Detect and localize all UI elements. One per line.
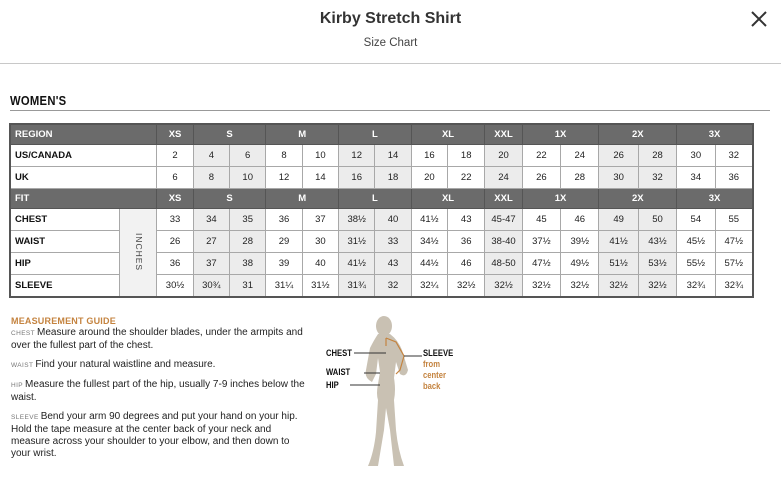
size-header: L [339, 189, 412, 209]
table-row [11, 145, 753, 167]
table-cell: 32¾ [677, 275, 715, 297]
modal-header [0, 0, 781, 64]
table-cell: 32 [638, 167, 676, 189]
table-cell: 54 [677, 209, 715, 231]
table-cell: 30½ [157, 275, 193, 297]
row-label: WAIST [11, 231, 120, 253]
table-cell: 32¼ [411, 275, 447, 297]
size-header: S [193, 125, 266, 145]
table-cell: 12 [266, 167, 302, 189]
size-header: S [193, 189, 266, 209]
guide-item-text: Measure the fullest part of the hip, usually 7-9 inches below the waist. [11, 379, 305, 403]
size-header: M [266, 125, 339, 145]
table-cell: 20 [411, 167, 447, 189]
size-header: XS [157, 125, 193, 145]
size-header: 3X [677, 125, 753, 145]
guide-item-text: Find your natural waistline and measure. [35, 359, 216, 370]
table-cell: 31½ [339, 231, 375, 253]
table-cell: 2 [157, 145, 193, 167]
table-cell: 43 [448, 209, 485, 231]
table-cell: 43½ [638, 231, 676, 253]
guide-heading: MEASUREMENT GUIDE [11, 316, 116, 326]
table-cell: 39½ [561, 231, 599, 253]
figure-waist-label: WAIST [326, 367, 351, 377]
table-cell: 43 [375, 253, 411, 275]
table-cell: 28 [561, 167, 599, 189]
row-label: CHEST [11, 209, 120, 231]
table-cell: 44½ [411, 253, 447, 275]
figure-hip-label: HIP [326, 380, 339, 390]
table-cell: 36 [448, 231, 485, 253]
size-header: XS [157, 189, 193, 209]
table-cell: 30¾ [193, 275, 229, 297]
table-cell: 45-47 [485, 209, 522, 231]
size-header: 1X [522, 189, 599, 209]
table-cell: 39 [266, 253, 302, 275]
size-header: 1X [522, 125, 599, 145]
table-cell: 8 [193, 167, 229, 189]
table-cell: 10 [302, 145, 338, 167]
table-cell: 36 [157, 253, 193, 275]
table-cell: 53½ [638, 253, 676, 275]
table-cell: 16 [339, 167, 375, 189]
table-cell: 48-50 [485, 253, 522, 275]
size-header: XL [411, 125, 485, 145]
guide-item [11, 379, 311, 404]
guide-item-text: Bend your arm 90 degrees and put your hand on your hip. Hold the tape measure at the center back of your neck and measure across your shoulder to your elbow, and then down to your wrist. [11, 411, 298, 459]
guide-item [11, 411, 311, 460]
table-cell: 32½ [638, 275, 676, 297]
close-icon [749, 9, 769, 29]
table-row [11, 167, 753, 189]
table-cell: 41½ [411, 209, 447, 231]
table-cell: 6 [157, 167, 193, 189]
table-cell: 32 [375, 275, 411, 297]
table-cell: 10 [230, 167, 266, 189]
table-cell: 55 [715, 209, 752, 231]
table-cell: 24 [561, 145, 599, 167]
modal-title: Kirby Stretch Shirt [319, 10, 462, 27]
table-cell: 50 [638, 209, 676, 231]
table-cell: 46 [561, 209, 599, 231]
table-cell: 29 [266, 231, 302, 253]
row-label: UK [11, 167, 157, 189]
header-label: REGION [11, 125, 157, 145]
table-cell: 12 [339, 145, 375, 167]
region-header-row [11, 125, 753, 145]
table-cell: 14 [302, 167, 338, 189]
table-cell: 40 [375, 209, 411, 231]
row-label: SLEEVE [11, 275, 120, 297]
table-cell: 41½ [599, 231, 638, 253]
table-cell: 49 [599, 209, 638, 231]
table-cell: 33 [375, 231, 411, 253]
measurement-guide [11, 316, 311, 467]
fit-header-row [11, 189, 753, 209]
table-cell: 14 [375, 145, 411, 167]
table-cell: 26 [157, 231, 193, 253]
table-cell: 32½ [485, 275, 522, 297]
guide-item [11, 359, 311, 372]
table-cell: 31½ [302, 275, 338, 297]
woman-silhouette-icon [320, 312, 470, 472]
table-cell: 26 [599, 145, 638, 167]
table-cell: 37 [193, 253, 229, 275]
size-header: XXL [485, 125, 522, 145]
unit-label: INCHES [134, 232, 145, 272]
table-row [11, 209, 753, 231]
table-cell: 47½ [715, 231, 752, 253]
table-cell: 38-40 [485, 231, 522, 253]
table-cell: 35 [230, 209, 266, 231]
table-cell: 37 [302, 209, 338, 231]
guide-item-key: SLEEVE [11, 414, 39, 421]
size-header: 2X [599, 125, 677, 145]
row-label: HIP [11, 253, 120, 275]
table-cell: 31¾ [339, 275, 375, 297]
table-cell: 8 [266, 145, 302, 167]
section-divider [10, 110, 770, 111]
size-header: M [266, 189, 339, 209]
table-cell: 32 [715, 145, 752, 167]
table-cell: 18 [375, 167, 411, 189]
table-cell: 31 [230, 275, 266, 297]
size-chart-table [10, 124, 753, 297]
size-header: L [339, 125, 412, 145]
table-cell: 57½ [715, 253, 752, 275]
table-cell: 34½ [411, 231, 447, 253]
table-cell: 28 [230, 231, 266, 253]
table-cell: 34 [677, 167, 715, 189]
table-cell: 47½ [522, 253, 560, 275]
close-button[interactable] [749, 9, 769, 29]
figure-chest-label: CHEST [326, 348, 352, 358]
size-header: 2X [599, 189, 677, 209]
table-cell: 40 [302, 253, 338, 275]
guide-item-key: WAIST [11, 362, 34, 369]
figure-sleeve-note: from center back [423, 359, 446, 391]
section-heading: WOMEN'S [10, 94, 67, 108]
figure-sleeve-label: SLEEVE [423, 348, 454, 358]
table-cell: 51½ [599, 253, 638, 275]
table-cell: 45½ [677, 231, 715, 253]
guide-item [11, 327, 311, 352]
table-cell: 6 [230, 145, 266, 167]
table-cell: 32½ [561, 275, 599, 297]
table-cell: 37½ [522, 231, 560, 253]
table-cell: 24 [485, 167, 522, 189]
table-cell: 22 [448, 167, 485, 189]
table-cell: 55½ [677, 253, 715, 275]
table-cell: 38½ [339, 209, 375, 231]
table-cell: 32½ [448, 275, 485, 297]
table-cell: 26 [522, 167, 560, 189]
table-cell: 36 [266, 209, 302, 231]
table-cell: 34 [193, 209, 229, 231]
table-cell: 16 [411, 145, 447, 167]
modal-subtitle: Size Chart [363, 37, 418, 49]
table-cell: 30 [302, 231, 338, 253]
table-cell: 38 [230, 253, 266, 275]
table-cell: 18 [448, 145, 485, 167]
table-cell: 32½ [522, 275, 560, 297]
table-cell: 45 [522, 209, 560, 231]
table-cell: 32¾ [715, 275, 752, 297]
table-cell: 33 [157, 209, 193, 231]
size-header: 3X [677, 189, 753, 209]
size-header: XXL [485, 189, 522, 209]
table-cell: 4 [193, 145, 229, 167]
unit-cell [120, 209, 157, 297]
guide-item-key: CHEST [11, 330, 36, 337]
table-cell: 32½ [599, 275, 638, 297]
table-cell: 49½ [561, 253, 599, 275]
table-cell: 41½ [339, 253, 375, 275]
table-cell: 36 [715, 167, 752, 189]
table-cell: 30 [677, 145, 715, 167]
size-header: XL [411, 189, 485, 209]
row-label: US/CANADA [11, 145, 157, 167]
table-cell: 28 [638, 145, 676, 167]
table-cell: 30 [599, 167, 638, 189]
guide-item-key: HIP [11, 382, 24, 389]
table-cell: 22 [522, 145, 560, 167]
table-cell: 27 [193, 231, 229, 253]
header-label: FIT [11, 189, 157, 209]
guide-item-text: Measure around the shoulder blades, under the armpits and over the fullest part of the chest. [11, 327, 303, 351]
table-cell: 31¼ [266, 275, 302, 297]
measurement-figure [320, 312, 470, 472]
table-cell: 20 [485, 145, 522, 167]
table-cell: 46 [448, 253, 485, 275]
